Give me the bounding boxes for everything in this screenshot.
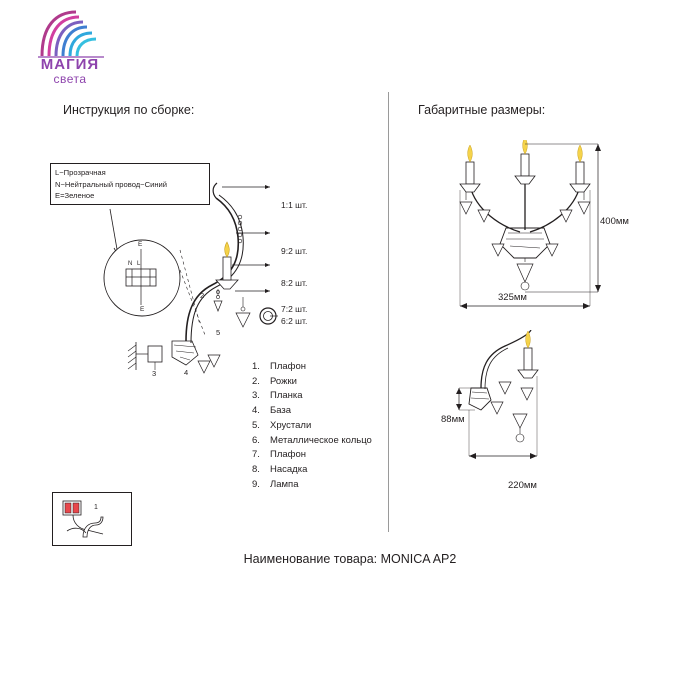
logo-subtitle: света [53,72,87,86]
logo-text [10,58,130,86]
switch-note-box [52,492,132,546]
parts-list-item [252,360,372,375]
parts-list-item [252,375,372,390]
dimension-width-label: 325мм [498,292,527,303]
parts-list-item [252,389,372,404]
parts-list-item [252,448,372,463]
dimensions-heading: Габаритные размеры: [418,103,546,117]
logo-name: МАГИЯ [40,56,100,73]
front-view-drawing [420,140,650,315]
part-label: База [270,405,292,417]
wiring-legend-line-3: E=Зеленое [55,191,95,200]
svg-text:1: 1 [94,504,98,511]
part-number: 8. [252,463,260,475]
wiring-legend-line-2: N−Нейтральный провод−Синий [55,179,168,189]
parts-list-item [252,478,372,493]
part-number: 9. [252,478,260,490]
part-label: Лампа [270,478,299,490]
vertical-divider [388,92,389,532]
svg-text:E: E [138,241,143,248]
logo-mark-icon [36,8,106,60]
dimension-depth-label: 88мм [441,414,465,425]
callout-part-1: 1:1 шт. [281,200,308,210]
dimension-side-width-label: 220мм [508,480,537,491]
callout-part-9: 9:2 шт. [281,246,308,256]
wiring-legend-line-1: L−Прозрачная [55,168,106,177]
callout-part-8: 8:2 шт. [281,278,308,288]
product-title: Наименование товара: MONICA AP2 [243,552,457,566]
part-label: Плафон [270,361,307,372]
parts-list-item [252,463,372,478]
svg-text:4: 4 [184,368,189,377]
parts-list [252,360,372,492]
part-label: Планка [270,390,303,402]
part-number: 5. [252,419,260,431]
dimension-height-label: 400мм [600,216,629,227]
part-number: 4. [252,405,260,417]
part-number: 1. [252,361,260,372]
side-view-drawing [425,330,615,490]
svg-text:N: N [128,261,133,267]
svg-text:L: L [137,261,141,267]
part-label: Рожки [270,375,297,387]
part-label: Хрустали [270,419,312,431]
part-label: Насадка [270,463,308,475]
svg-text:E: E [140,306,145,313]
parts-list-item [252,419,372,434]
part-number: 3. [252,390,260,402]
assembly-heading: Инструкция по сборке: [63,103,195,117]
svg-text:5: 5 [216,328,221,337]
part-label: Плафон [270,449,307,461]
parts-list-item [252,434,372,449]
callout-part-7: 7:2 шт. [281,304,308,314]
svg-text:3: 3 [152,369,157,378]
parts-list-item [252,404,372,419]
part-number: 7. [252,449,260,461]
callout-part-6: 6:2 шт. [281,316,308,326]
part-label: Металлическое кольцо [270,434,372,446]
part-number: 6. [252,434,260,446]
hand-switch-icon [53,493,129,543]
brand-logo [10,8,130,88]
svg-text:2: 2 [200,291,205,300]
part-number: 2. [252,375,260,387]
